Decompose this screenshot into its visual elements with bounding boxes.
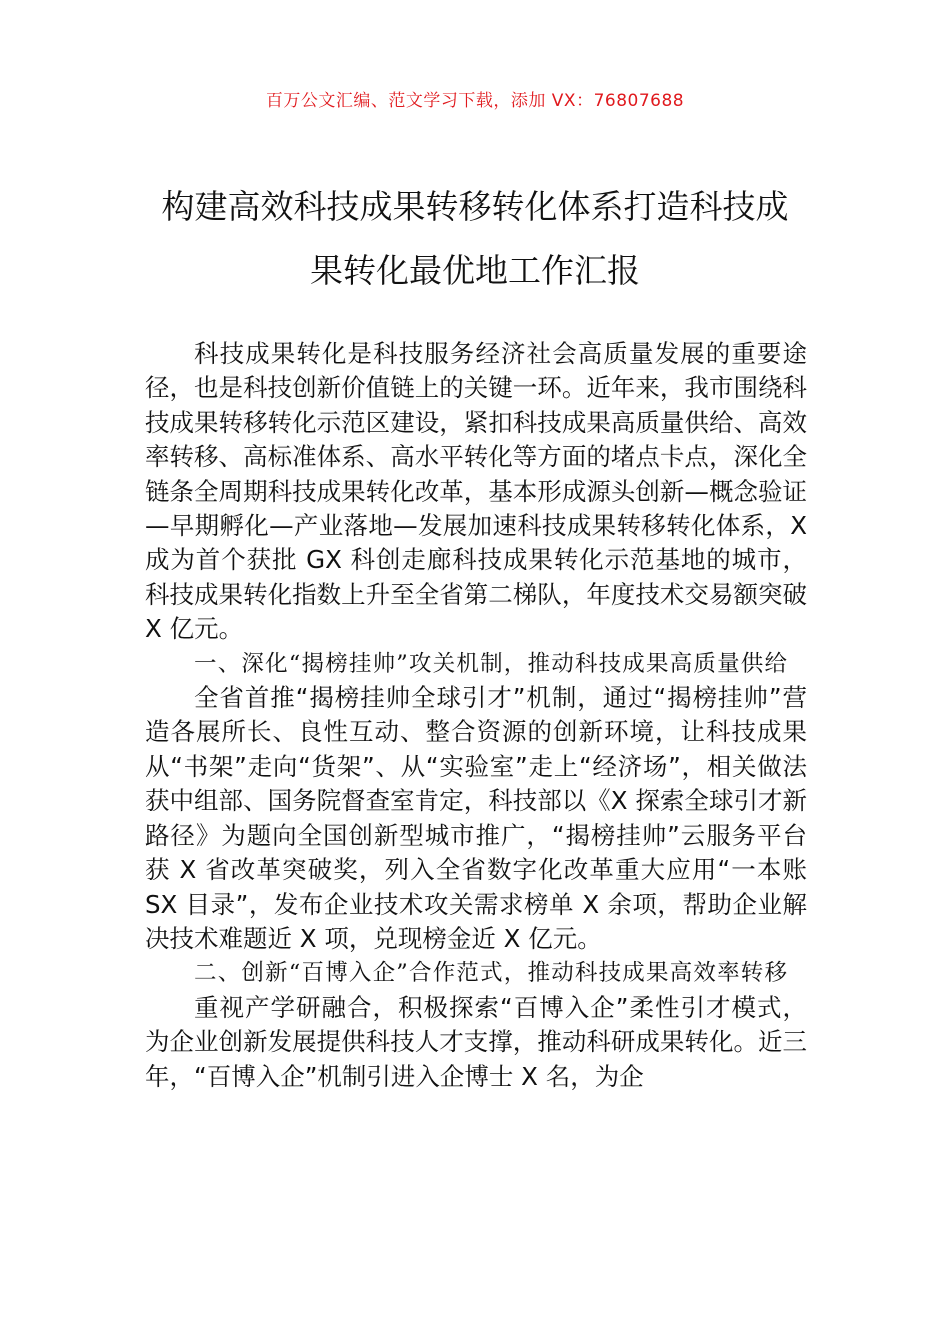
document-body bbox=[145, 337, 807, 1094]
section-heading-1: 一、深化“揭榜挂帅”攻关机制，推动科技成果高质量供给 bbox=[194, 650, 789, 677]
paragraph-intro: 科技成果转化是科技服务经济社会高质量发展的重要途径，也是科技创新价值链上的关键一环。近年来，我市围绕科技成果转移转化示范区建设，紧扣科技成果高质量供给、高效率转移、高标准体系、高水平转化等方面的堵点卡点，深化全链条全周期科技成果转化改革，基本形成源头创新—概念验证—早期孵化—产业落地—发展加速科技成果转移转化体系，X 成为首个获批 GX 科创走廊科技成果转化示范基地的城市，科技成果转化指数上升至全省第二梯队，年度技术交易额突破 X 亿元。 bbox=[145, 339, 807, 644]
paragraph-section-2: 重视产学研融合，积极探索“百博入企”柔性引才模式，为企业创新发展提供科技人才支撑，推动科研成果转化。近三年，“百博入企”机制引进入企博士 X 名，为企 bbox=[145, 992, 807, 1091]
section-heading-2: 二、创新“百博入企”合作范式，推动科技成果高效率转移 bbox=[194, 960, 789, 987]
page-title: 构建高效科技成果转移转化体系打造科技成果转化最优地工作汇报 bbox=[161, 187, 789, 290]
watermark-text: 百万公文汇编、范文学习下载，添加 VX：76807688 bbox=[265, 91, 685, 111]
paragraph-section-1: 全省首推“揭榜挂帅全球引才”机制，通过“揭榜挂帅”营造各展所长、良性互动、整合资源的创新环境，让科技成果从“书架”走向“货架”、从“实验室”走上“经济场”，相关做法获中组部、国务院督查室肯定，科技部以《X 探索全球引才新路径》为题向全国创新型城市推广，“揭榜挂帅”云服务平台获 X 省改革突破奖，列入全省数字化改革重大应用“一本账 SX 目录”，发布企业技术攻关需求榜单 X 余项，帮助企业解决技术难题近 X 项，兑现榜金近 X 亿元。 bbox=[145, 683, 807, 953]
